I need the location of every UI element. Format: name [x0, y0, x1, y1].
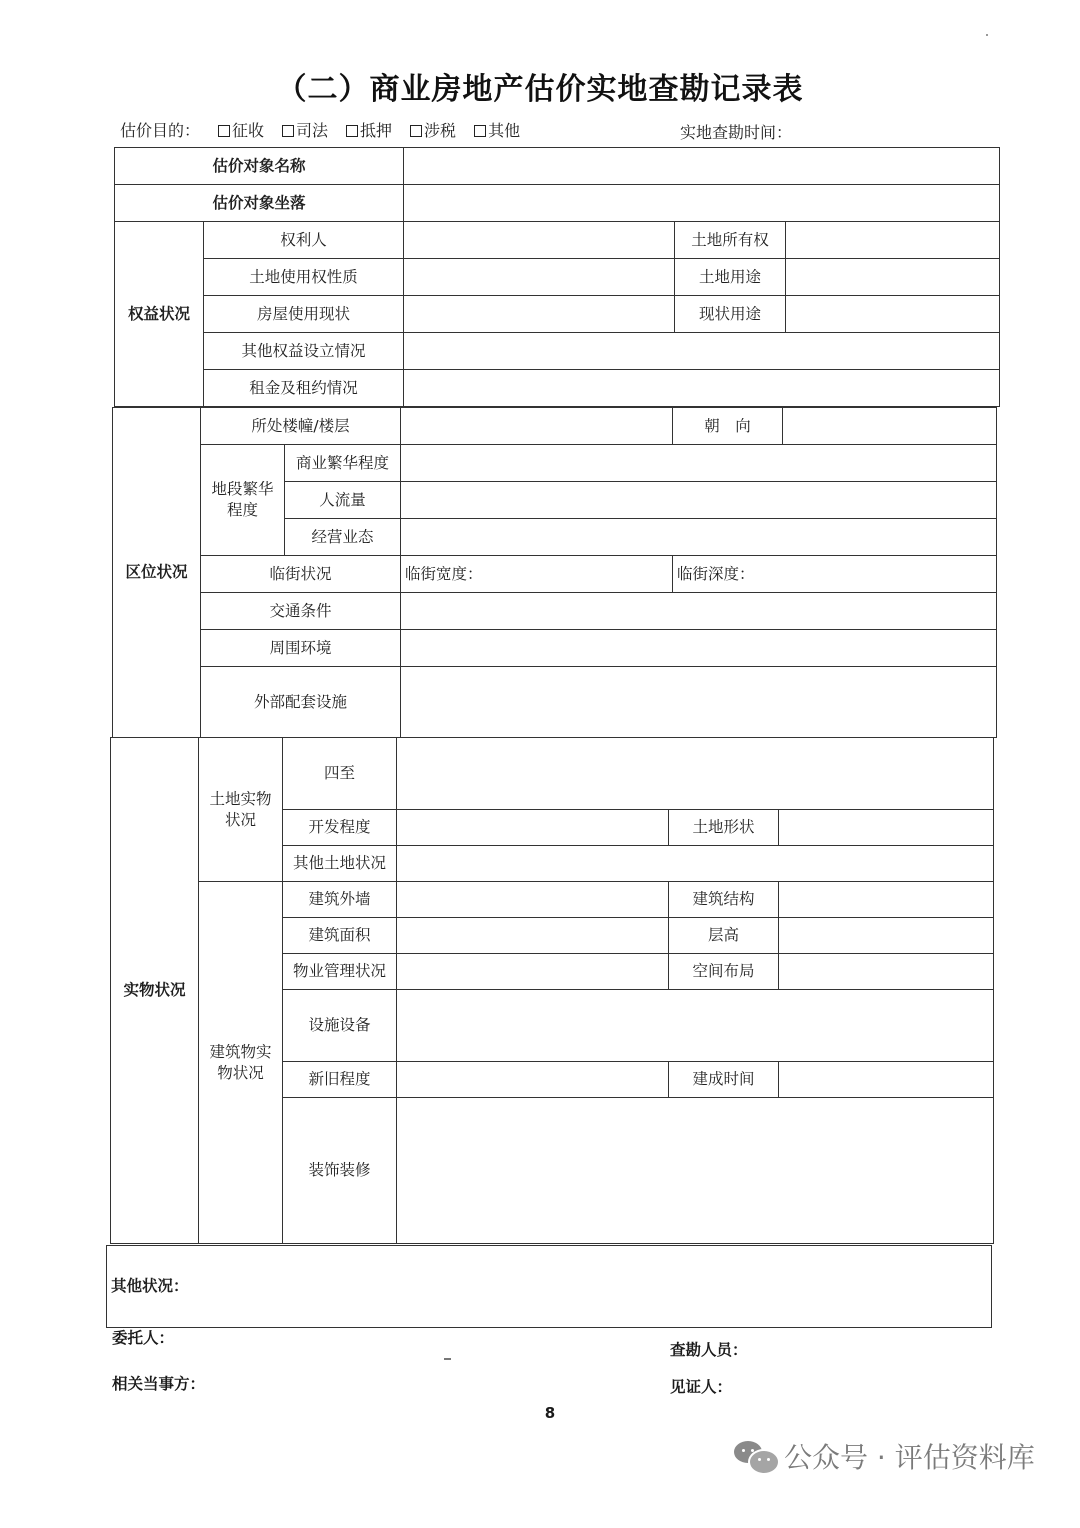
land-use-label: 土地用途 — [675, 259, 786, 296]
object-location-label: 估价对象坐落 — [115, 185, 404, 222]
building-floor-label: 所处楼幢/楼层 — [201, 408, 401, 445]
related-party-label: 相关当事方： — [112, 1375, 206, 1393]
street-depth-field[interactable]: 临街深度： — [673, 556, 997, 593]
other-status-table — [106, 1245, 992, 1328]
traffic-field[interactable] — [401, 593, 997, 630]
traffic-label: 交通条件 — [201, 593, 401, 630]
completion-time-field[interactable] — [779, 1062, 994, 1098]
decoration-label: 装饰装修 — [283, 1098, 397, 1244]
space-layout-field[interactable] — [779, 954, 994, 990]
speck-mark — [986, 34, 988, 36]
purpose-option-expropriation[interactable]: 征收 — [218, 118, 264, 141]
checkbox-icon[interactable] — [474, 125, 486, 137]
business-format-label: 经营业态 — [285, 519, 401, 556]
object-location-field[interactable] — [404, 185, 1000, 222]
pedestrian-flow-label: 人流量 — [285, 482, 401, 519]
checkbox-icon[interactable] — [218, 125, 230, 137]
land-shape-field[interactable] — [779, 810, 994, 846]
checkbox-icon[interactable] — [410, 125, 422, 137]
land-group-label: 土地实物状况 — [199, 738, 283, 882]
witness-label: 见证人： — [670, 1378, 733, 1396]
building-group-label: 建筑物实物状况 — [199, 882, 283, 1244]
facilities-field[interactable] — [397, 990, 994, 1062]
environment-label: 周围环境 — [201, 630, 401, 667]
newness-field[interactable] — [397, 1062, 669, 1098]
checkbox-icon[interactable] — [346, 125, 358, 137]
purpose-option-mortgage[interactable]: 抵押 — [346, 118, 392, 141]
client-label: 委托人： — [112, 1329, 175, 1347]
exterior-wall-label: 建筑外墙 — [283, 882, 397, 918]
orientation-label: 朝 向 — [673, 408, 783, 445]
surveyor-label: 查勘人员： — [670, 1341, 748, 1359]
land-use-field[interactable] — [786, 259, 1000, 296]
checkbox-icon[interactable] — [282, 125, 294, 137]
development-degree-field[interactable] — [397, 810, 669, 846]
orientation-field[interactable] — [783, 408, 997, 445]
facilities-label: 设施设备 — [283, 990, 397, 1062]
space-layout-label: 空间布局 — [669, 954, 779, 990]
house-use-status-field[interactable] — [404, 296, 675, 333]
purpose-option-tax[interactable]: 涉税 — [410, 118, 456, 141]
commercial-prosperity-label: 商业繁华程度 — [285, 445, 401, 482]
current-use-field[interactable] — [786, 296, 1000, 333]
business-format-field[interactable] — [401, 519, 997, 556]
property-management-label: 物业管理状况 — [283, 954, 397, 990]
obligee-label: 权利人 — [204, 222, 404, 259]
building-floor-field[interactable] — [401, 408, 673, 445]
exterior-wall-field[interactable] — [397, 882, 669, 918]
physical-table — [110, 737, 994, 1244]
land-use-nature-label: 土地使用权性质 — [204, 259, 404, 296]
structure-field[interactable] — [779, 882, 994, 918]
physical-section-label: 实物状况 — [111, 738, 199, 1244]
other-land-field[interactable] — [397, 846, 994, 882]
decoration-field[interactable] — [397, 1098, 994, 1244]
street-width-field[interactable]: 临街宽度： — [401, 556, 673, 593]
other-status-field[interactable]: 其他状况： — [107, 1246, 992, 1328]
land-use-nature-field[interactable] — [404, 259, 675, 296]
property-management-field[interactable] — [397, 954, 669, 990]
object-name-field[interactable] — [404, 148, 1000, 185]
commercial-prosperity-field[interactable] — [401, 445, 997, 482]
location-table — [112, 407, 997, 738]
other-land-label: 其他土地状况 — [283, 846, 397, 882]
other-rights-label: 其他权益设立情况 — [204, 333, 404, 370]
boundaries-label: 四至 — [283, 738, 397, 810]
pedestrian-flow-field[interactable] — [401, 482, 997, 519]
land-ownership-field[interactable] — [786, 222, 1000, 259]
structure-label: 建筑结构 — [669, 882, 779, 918]
external-facilities-field[interactable] — [401, 667, 997, 738]
street-status-label: 临街状况 — [201, 556, 401, 593]
object-name-label: 估价对象名称 — [115, 148, 404, 185]
building-area-field[interactable] — [397, 918, 669, 954]
newness-label: 新旧程度 — [283, 1062, 397, 1098]
prosperity-group-label: 地段繁华程度 — [201, 445, 285, 556]
purpose-label: 估价目的： — [120, 121, 201, 140]
current-use-label: 现状用途 — [675, 296, 786, 333]
environment-field[interactable] — [401, 630, 997, 667]
stray-mark — [444, 1358, 451, 1360]
rights-section-label: 权益状况 — [115, 222, 204, 407]
purpose-options — [218, 118, 520, 141]
watermark — [734, 1428, 1035, 1484]
purpose-option-other[interactable]: 其他 — [474, 118, 520, 141]
purpose-row — [120, 118, 1000, 142]
building-area-label: 建筑面积 — [283, 918, 397, 954]
completion-time-label: 建成时间 — [669, 1062, 779, 1098]
location-section-label: 区位状况 — [113, 408, 201, 738]
survey-time-label: 实地查勘时间： — [680, 123, 793, 142]
watermark-text: 公众号 · 评估资料库 — [784, 1441, 1035, 1474]
land-shape-label: 土地形状 — [669, 810, 779, 846]
external-facilities-label: 外部配套设施 — [201, 667, 401, 738]
development-degree-label: 开发程度 — [283, 810, 397, 846]
boundaries-field[interactable] — [397, 738, 994, 810]
rent-lease-field[interactable] — [404, 370, 1000, 407]
rent-lease-label: 租金及租约情况 — [204, 370, 404, 407]
other-rights-field[interactable] — [404, 333, 1000, 370]
floor-height-field[interactable] — [779, 918, 994, 954]
obligee-field[interactable] — [404, 222, 675, 259]
page-title: （二）商业房地产估价实地查勘记录表 — [276, 72, 804, 107]
basic-rights-table — [114, 147, 1000, 407]
floor-height-label: 层高 — [669, 918, 779, 954]
house-use-status-label: 房屋使用现状 — [204, 296, 404, 333]
land-ownership-label: 土地所有权 — [675, 222, 786, 259]
purpose-option-judicial[interactable]: 司法 — [282, 118, 328, 141]
wechat-icon — [734, 1439, 778, 1473]
page-number: 8 — [544, 1404, 556, 1422]
